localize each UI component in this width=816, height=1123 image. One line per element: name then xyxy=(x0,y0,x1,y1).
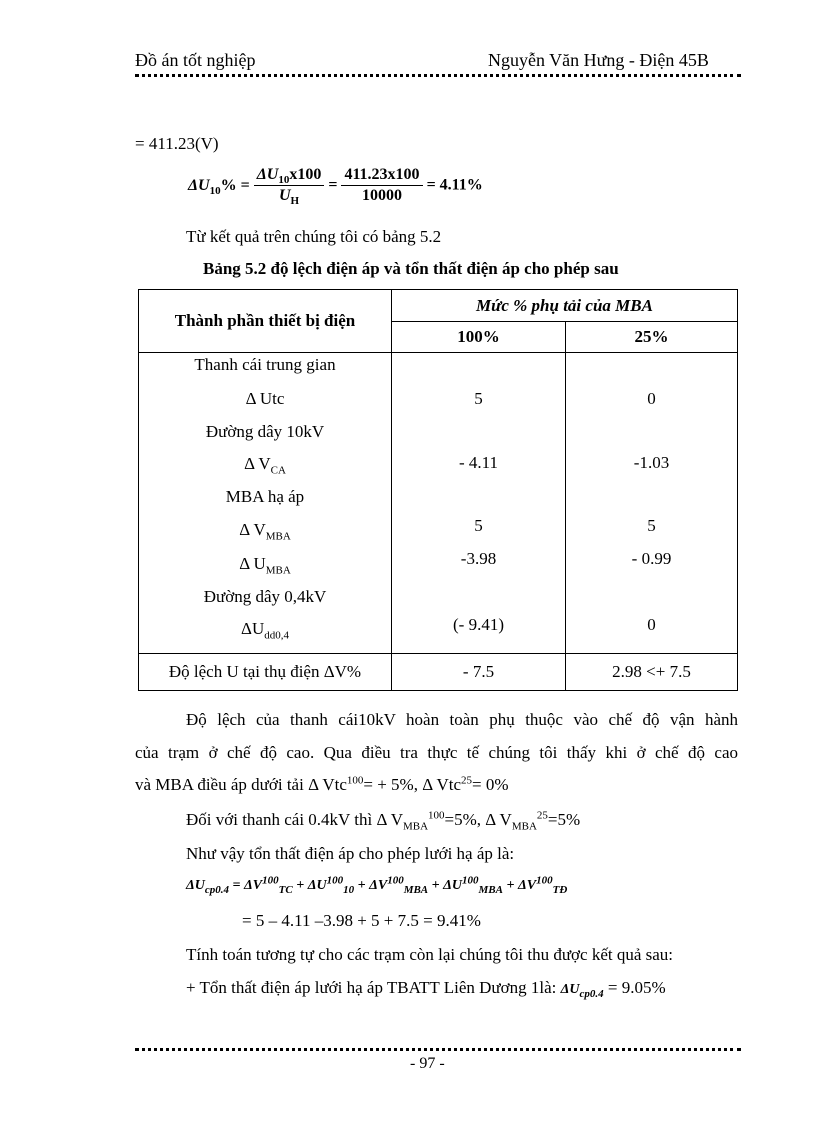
table-cell: 5 xyxy=(474,389,483,408)
table-row-label: Δ Utc xyxy=(245,389,285,408)
header-divider xyxy=(135,74,741,77)
para2: Đối với thanh cái 0.4kV thì Δ $V_{MBA}^{100}=5\%$, Δ $V_{MBA}^{25}=5\%$ xyxy=(186,809,581,833)
para1-line1: Độ lệch của thanh cái10kV hoàn toàn phụ thuộc vào chế độ vận hành xyxy=(186,710,738,729)
intro-line: Từ kết quả trên chúng tôi có bảng 5.2 xyxy=(186,227,442,246)
table-header-load-group: Mức % phụ tải của MBA xyxy=(392,290,738,322)
para1-line2: của trạm ở chế độ cao. Qua điều tra thực tế chúng tôi thấy khi ở chế độ cao xyxy=(135,743,738,762)
page-number: - 97 - xyxy=(410,1055,445,1072)
para5: + Tổn thất điện áp lưới hạ áp TBATT Liên Dương 1là: $\Delta U_{cp0.4} = 9.05\%$ xyxy=(186,978,666,1000)
table-row-label: Δ $V_{MBA}$ xyxy=(239,520,291,543)
table-row-label: Đường dây 10kV xyxy=(205,422,325,441)
formula-voltage-loss: $\Delta U_{10}\%$ = $\frac{\Delta U_{10}x100}{U_H}$ = $\frac{411.23x100}{10000}$ = 4.11% xyxy=(188,166,483,208)
table-row-label: Đường dây 0,4kV xyxy=(203,587,327,606)
table-row-label: Δ $U_{MBA}$ xyxy=(239,554,291,577)
table-row-label: Thanh cái trung gian xyxy=(194,355,336,374)
para1-line3: và MBA điều áp dưới tải Δ Vtc$^{100}$= + 5%, Δ Vtc$^{25}$= 0% xyxy=(135,774,509,794)
table-cell: -3.98 xyxy=(460,549,497,568)
para4: Tính toán tương tự cho các trạm còn lại chúng tôi thu được kết quả sau: xyxy=(186,945,674,964)
table-body-25 xyxy=(566,353,738,654)
table-cell: - 0.99 xyxy=(631,549,672,568)
table-body-100 xyxy=(392,353,566,654)
table-cell: -1.03 xyxy=(633,453,670,472)
table-header-100: 100% xyxy=(392,322,566,353)
table-body-labels xyxy=(139,353,392,654)
formula-total-loss: $\Delta U_{cp0.4} = \Delta V^{100}_{TC} + \Delta U^{100}_{10} + \Delta V^{100}_{MBA} + \Delta U^{100}_{MBA} + \Delta V^{100}_{TĐ}$ xyxy=(186,874,568,896)
result-line: = 411.23(V) xyxy=(135,134,219,153)
para3: Như vậy tổn thất điện áp cho phép lưới hạ áp là: xyxy=(186,844,515,863)
voltage-deviation-table xyxy=(138,289,738,691)
table-footer-25: 2.98 <+ 7.5 xyxy=(566,654,738,691)
table-cell: 0 xyxy=(647,615,656,634)
table-caption: Bảng 5.2 độ lệch điện áp và tổn thất điện áp cho phép sau xyxy=(203,259,619,278)
table-footer-100: - 7.5 xyxy=(392,654,566,691)
table-row-label: $\Delta U_{dd0,4}$ xyxy=(241,619,289,642)
table-cell: 0 xyxy=(647,389,656,408)
table-header-component: Thành phần thiết bị điện xyxy=(139,290,392,353)
calc-line: = 5 – 4.11 –3.98 + 5 + 7.5 = 9.41% xyxy=(242,911,481,930)
table-footer-label: Độ lệch U tại thụ điện ΔV% xyxy=(139,654,392,691)
footer-divider xyxy=(135,1048,741,1051)
table-row-label: Δ $V_{CA}$ xyxy=(244,454,286,477)
table-header-25: 25% xyxy=(566,322,738,353)
table-cell: - 4.11 xyxy=(458,453,499,472)
table-cell: 5 xyxy=(474,516,483,535)
header-left: Đồ án tốt nghiệp xyxy=(135,50,256,70)
table-cell: 5 xyxy=(647,516,656,535)
table-cell: (- 9.41) xyxy=(453,615,504,634)
header-right: Nguyễn Văn Hưng - Điện 45B xyxy=(488,50,709,70)
table-row-label: MBA hạ áp xyxy=(225,487,305,506)
